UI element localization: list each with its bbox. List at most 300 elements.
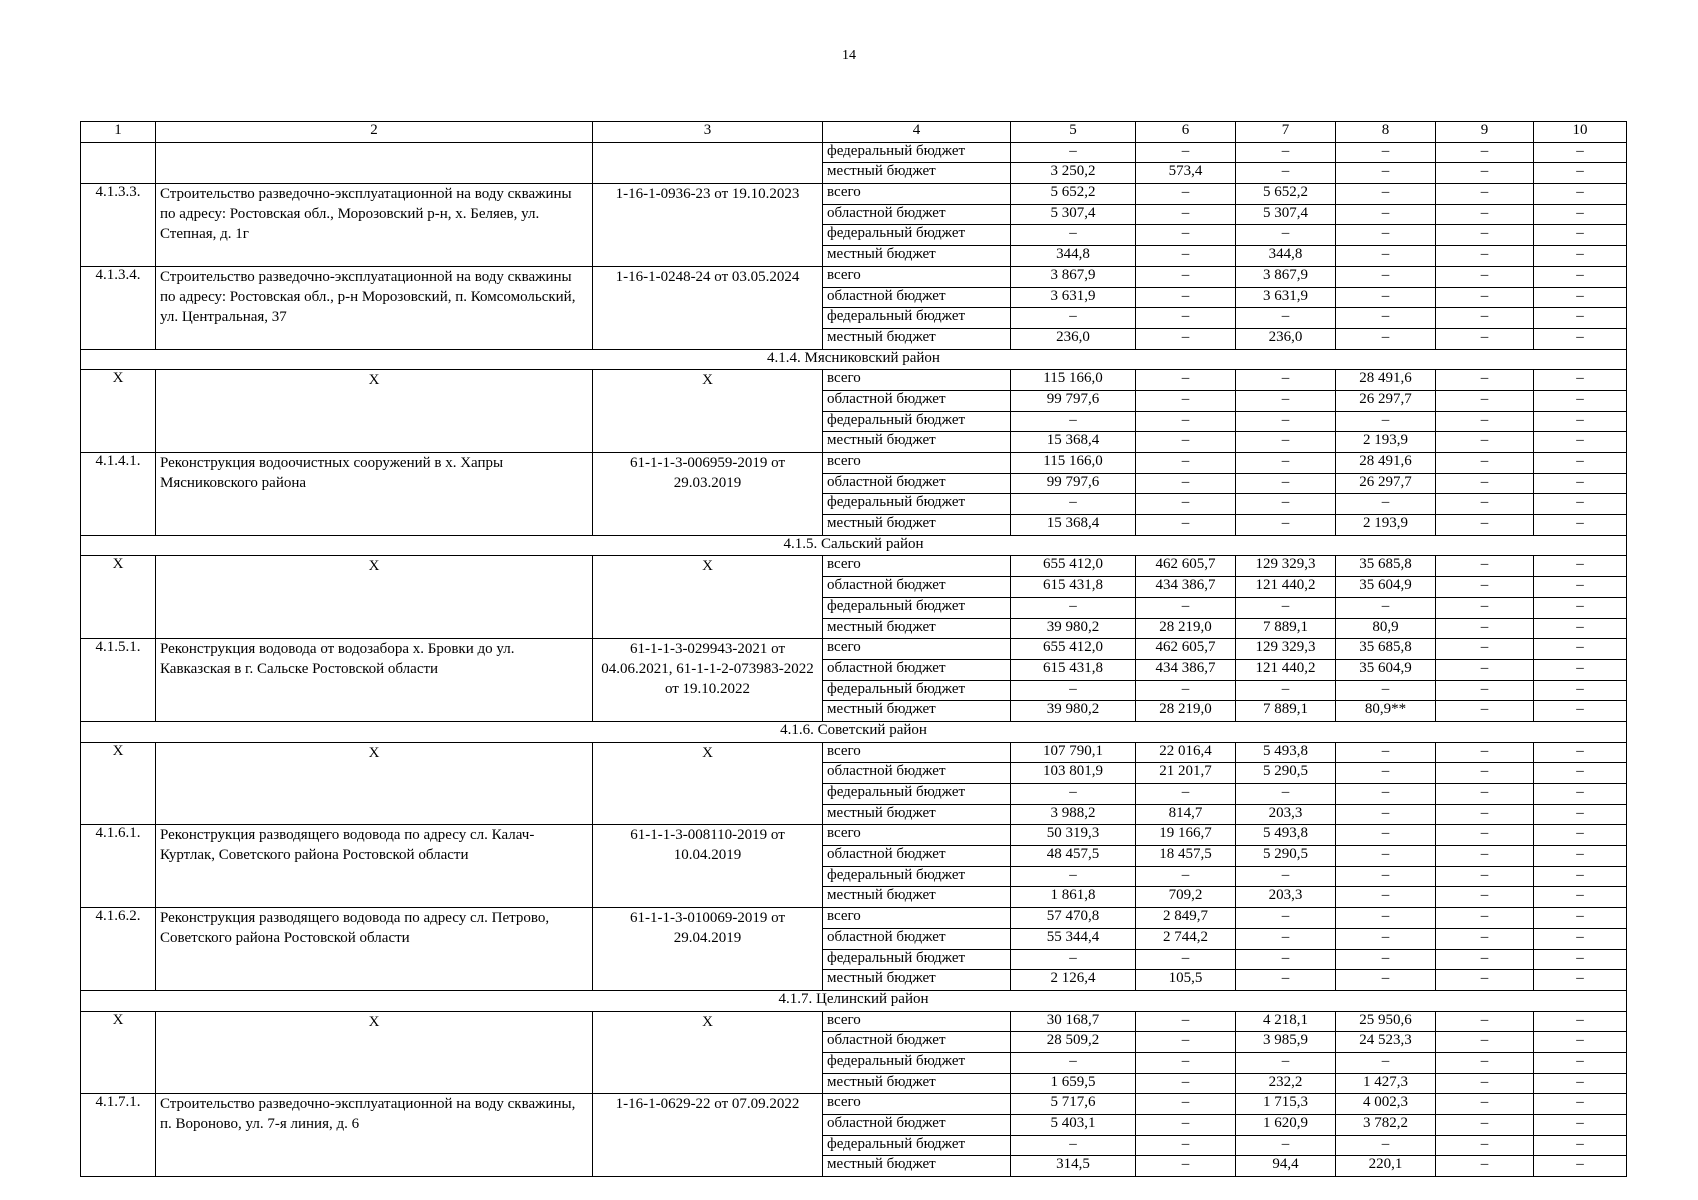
item-code: 4.1.5.1. xyxy=(81,639,156,722)
column-header: 7 xyxy=(1236,122,1336,143)
funding-source: местный бюджет xyxy=(823,515,1011,536)
amount-cell: 3 867,9 xyxy=(1011,266,1136,287)
amount-cell: 434 386,7 xyxy=(1136,577,1236,598)
amount-cell: – xyxy=(1236,308,1336,329)
amount-cell: – xyxy=(1436,949,1534,970)
amount-cell: – xyxy=(1136,866,1236,887)
amount-cell: – xyxy=(1236,453,1336,474)
funding-source: федеральный бюджет xyxy=(823,1052,1011,1073)
funding-source: местный бюджет xyxy=(823,701,1011,722)
amount-cell: 28 219,0 xyxy=(1136,618,1236,639)
amount-cell: 28 219,0 xyxy=(1136,701,1236,722)
amount-cell: – xyxy=(1336,866,1436,887)
amount-cell: – xyxy=(1436,411,1534,432)
amount-cell: – xyxy=(1436,225,1534,246)
amount-cell: – xyxy=(1236,970,1336,991)
amount-cell: – xyxy=(1436,266,1534,287)
amount-cell: 5 652,2 xyxy=(1236,184,1336,205)
page-number: 14 xyxy=(842,48,856,63)
amount-cell: – xyxy=(1236,411,1336,432)
amount-cell: – xyxy=(1336,287,1436,308)
amount-cell: – xyxy=(1534,142,1627,163)
amount-cell: – xyxy=(1436,928,1534,949)
amount-cell: 2 193,9 xyxy=(1336,515,1436,536)
amount-cell: – xyxy=(1436,204,1534,225)
amount-cell: – xyxy=(1534,1094,1627,1115)
amount-cell: – xyxy=(1336,825,1436,846)
amount-cell: – xyxy=(1534,266,1627,287)
amount-cell: – xyxy=(1336,184,1436,205)
amount-cell: – xyxy=(1436,763,1534,784)
amount-cell: – xyxy=(1136,287,1236,308)
item-registration: Х xyxy=(593,1011,823,1094)
funding-source: местный бюджет xyxy=(823,970,1011,991)
item-registration: 1-16-1-0248-24 от 03.05.2024 xyxy=(593,266,823,349)
amount-cell: 24 523,3 xyxy=(1336,1032,1436,1053)
amount-cell: 1 427,3 xyxy=(1336,1073,1436,1094)
amount-cell: – xyxy=(1534,1011,1627,1032)
funding-source: местный бюджет xyxy=(823,618,1011,639)
amount-cell: – xyxy=(1534,680,1627,701)
amount-cell: – xyxy=(1336,887,1436,908)
amount-cell: – xyxy=(1136,473,1236,494)
amount-cell: 3 985,9 xyxy=(1236,1032,1336,1053)
item-code: 4.1.3.4. xyxy=(81,266,156,349)
funding-source: всего xyxy=(823,825,1011,846)
funding-source: областной бюджет xyxy=(823,577,1011,598)
amount-cell: – xyxy=(1336,949,1436,970)
amount-cell: – xyxy=(1336,804,1436,825)
amount-cell: 26 297,7 xyxy=(1336,390,1436,411)
amount-cell: – xyxy=(1136,1052,1236,1073)
amount-cell: 344,8 xyxy=(1011,246,1136,267)
amount-cell: – xyxy=(1436,597,1534,618)
amount-cell: – xyxy=(1136,246,1236,267)
amount-cell: – xyxy=(1534,825,1627,846)
amount-cell: – xyxy=(1534,784,1627,805)
item-name: Реконструкция водоочистных сооружений в х. Хапры Мясниковского района xyxy=(156,453,593,536)
amount-cell: – xyxy=(1136,1135,1236,1156)
item-registration: 1-16-1-0936-23 от 19.10.2023 xyxy=(593,184,823,267)
amount-cell: 462 605,7 xyxy=(1136,639,1236,660)
amount-cell: – xyxy=(1534,246,1627,267)
funding-source: всего xyxy=(823,556,1011,577)
amount-cell: – xyxy=(1436,163,1534,184)
item-registration: Х xyxy=(593,556,823,639)
item-name: Х xyxy=(156,742,593,825)
amount-cell: 50 319,3 xyxy=(1011,825,1136,846)
amount-cell: – xyxy=(1534,390,1627,411)
section-title: 4.1.4. Мясниковский район xyxy=(81,349,1627,370)
amount-cell: – xyxy=(1436,1073,1534,1094)
amount-cell: – xyxy=(1136,1115,1236,1136)
amount-cell: – xyxy=(1534,659,1627,680)
amount-cell: 314,5 xyxy=(1011,1156,1136,1177)
amount-cell: – xyxy=(1011,680,1136,701)
amount-cell: 1 861,8 xyxy=(1011,887,1136,908)
amount-cell: – xyxy=(1236,370,1336,391)
funding-source: всего xyxy=(823,639,1011,660)
funding-source: всего xyxy=(823,1011,1011,1032)
section-row xyxy=(81,535,1627,556)
item-name: Реконструкция разводящего водовода по адресу сл. Калач-Куртлак, Советского района Ростовской области xyxy=(156,825,593,908)
amount-cell: – xyxy=(1011,866,1136,887)
amount-cell: – xyxy=(1436,908,1534,929)
amount-cell: 4 218,1 xyxy=(1236,1011,1336,1032)
funding-source: местный бюджет xyxy=(823,246,1011,267)
amount-cell: – xyxy=(1236,908,1336,929)
amount-cell: – xyxy=(1436,784,1534,805)
amount-cell: 5 493,8 xyxy=(1236,825,1336,846)
amount-cell: 655 412,0 xyxy=(1011,639,1136,660)
amount-cell: – xyxy=(1336,680,1436,701)
amount-cell: – xyxy=(1534,1032,1627,1053)
amount-cell: 25 950,6 xyxy=(1336,1011,1436,1032)
funding-source: местный бюджет xyxy=(823,1156,1011,1177)
amount-cell: 129 329,3 xyxy=(1236,639,1336,660)
amount-cell: – xyxy=(1436,432,1534,453)
amount-cell: 15 368,4 xyxy=(1011,432,1136,453)
amount-cell: 99 797,6 xyxy=(1011,473,1136,494)
amount-cell: – xyxy=(1534,1073,1627,1094)
amount-cell: – xyxy=(1236,432,1336,453)
amount-cell: – xyxy=(1436,866,1534,887)
amount-cell: – xyxy=(1534,763,1627,784)
amount-cell: 236,0 xyxy=(1236,328,1336,349)
funding-source: областной бюджет xyxy=(823,763,1011,784)
funding-source: федеральный бюджет xyxy=(823,225,1011,246)
amount-cell: 2 849,7 xyxy=(1136,908,1236,929)
amount-cell: – xyxy=(1011,1135,1136,1156)
table-row xyxy=(81,639,1627,660)
amount-cell: – xyxy=(1436,887,1534,908)
amount-cell: – xyxy=(1534,866,1627,887)
item-code: Х xyxy=(81,1011,156,1094)
amount-cell: 80,9** xyxy=(1336,701,1436,722)
funding-source: областной бюджет xyxy=(823,1032,1011,1053)
funding-source: федеральный бюджет xyxy=(823,142,1011,163)
item-registration: 1-16-1-0629-22 от 07.09.2022 xyxy=(593,1094,823,1177)
amount-cell: 19 166,7 xyxy=(1136,825,1236,846)
funding-source: федеральный бюджет xyxy=(823,411,1011,432)
column-header: 4 xyxy=(823,122,1011,143)
amount-cell: 434 386,7 xyxy=(1136,659,1236,680)
table-row xyxy=(81,370,1627,391)
amount-cell: 55 344,4 xyxy=(1011,928,1136,949)
amount-cell: – xyxy=(1534,1115,1627,1136)
amount-cell: 344,8 xyxy=(1236,246,1336,267)
item-code: Х xyxy=(81,370,156,453)
funding-source: областной бюджет xyxy=(823,928,1011,949)
funding-source: местный бюджет xyxy=(823,1073,1011,1094)
amount-cell: – xyxy=(1534,949,1627,970)
amount-cell: 115 166,0 xyxy=(1011,453,1136,474)
funding-source: всего xyxy=(823,1094,1011,1115)
funding-source: федеральный бюджет xyxy=(823,949,1011,970)
funding-source: федеральный бюджет xyxy=(823,866,1011,887)
column-header: 3 xyxy=(593,122,823,143)
amount-cell: – xyxy=(1336,763,1436,784)
item-code: Х xyxy=(81,556,156,639)
amount-cell: – xyxy=(1136,784,1236,805)
section-row xyxy=(81,721,1627,742)
table-row xyxy=(81,742,1627,763)
amount-cell: – xyxy=(1436,390,1534,411)
amount-cell: 48 457,5 xyxy=(1011,846,1136,867)
item-name: Х xyxy=(156,1011,593,1094)
amount-cell: 4 002,3 xyxy=(1336,1094,1436,1115)
amount-cell: – xyxy=(1436,1094,1534,1115)
amount-cell: 115 166,0 xyxy=(1011,370,1136,391)
amount-cell: 709,2 xyxy=(1136,887,1236,908)
amount-cell: – xyxy=(1436,804,1534,825)
amount-cell: – xyxy=(1336,246,1436,267)
section-title: 4.1.6. Советский район xyxy=(81,721,1627,742)
amount-cell: – xyxy=(1136,266,1236,287)
amount-cell: – xyxy=(1336,928,1436,949)
amount-cell: – xyxy=(1136,494,1236,515)
amount-cell: – xyxy=(1436,659,1534,680)
funding-source: областной бюджет xyxy=(823,1115,1011,1136)
amount-cell: – xyxy=(1011,597,1136,618)
amount-cell: – xyxy=(1534,163,1627,184)
amount-cell: – xyxy=(1534,308,1627,329)
funding-source: местный бюджет xyxy=(823,328,1011,349)
amount-cell: – xyxy=(1336,308,1436,329)
item-code: 4.1.6.2. xyxy=(81,908,156,991)
amount-cell: – xyxy=(1534,908,1627,929)
amount-cell: – xyxy=(1436,639,1534,660)
amount-cell: 21 201,7 xyxy=(1136,763,1236,784)
amount-cell: 39 980,2 xyxy=(1011,701,1136,722)
item-code: 4.1.4.1. xyxy=(81,453,156,536)
amount-cell: – xyxy=(1336,266,1436,287)
funding-source: местный бюджет xyxy=(823,432,1011,453)
amount-cell: 99 797,6 xyxy=(1011,390,1136,411)
funding-source: федеральный бюджет xyxy=(823,494,1011,515)
amount-cell: 129 329,3 xyxy=(1236,556,1336,577)
amount-cell: – xyxy=(1136,390,1236,411)
amount-cell: – xyxy=(1236,866,1336,887)
amount-cell: 94,4 xyxy=(1236,1156,1336,1177)
amount-cell: 7 889,1 xyxy=(1236,618,1336,639)
amount-cell: 220,1 xyxy=(1336,1156,1436,1177)
amount-cell: – xyxy=(1236,163,1336,184)
amount-cell: – xyxy=(1236,928,1336,949)
amount-cell: 105,5 xyxy=(1136,970,1236,991)
item-name: Х xyxy=(156,370,593,453)
amount-cell: 814,7 xyxy=(1136,804,1236,825)
table-row xyxy=(81,825,1627,846)
amount-cell: 3 782,2 xyxy=(1336,1115,1436,1136)
amount-cell: 1 620,9 xyxy=(1236,1115,1336,1136)
amount-cell: 80,9 xyxy=(1336,618,1436,639)
amount-cell: 57 470,8 xyxy=(1011,908,1136,929)
funding-source: областной бюджет xyxy=(823,659,1011,680)
amount-cell: 573,4 xyxy=(1136,163,1236,184)
amount-cell: – xyxy=(1236,494,1336,515)
amount-cell: – xyxy=(1336,597,1436,618)
item-code: 4.1.3.3. xyxy=(81,184,156,267)
amount-cell: – xyxy=(1136,204,1236,225)
amount-cell: – xyxy=(1236,390,1336,411)
table-row xyxy=(81,453,1627,474)
amount-cell: – xyxy=(1534,597,1627,618)
item-code: 4.1.6.1. xyxy=(81,825,156,908)
amount-cell: – xyxy=(1534,494,1627,515)
amount-cell: – xyxy=(1336,1052,1436,1073)
amount-cell: – xyxy=(1136,680,1236,701)
amount-cell: – xyxy=(1136,949,1236,970)
column-header: 2 xyxy=(156,122,593,143)
amount-cell: 3 250,2 xyxy=(1011,163,1136,184)
amount-cell: – xyxy=(1011,949,1136,970)
amount-cell: 28 491,6 xyxy=(1336,370,1436,391)
amount-cell: – xyxy=(1436,1135,1534,1156)
amount-cell: – xyxy=(1136,1094,1236,1115)
amount-cell: – xyxy=(1534,970,1627,991)
amount-cell: – xyxy=(1336,204,1436,225)
amount-cell: – xyxy=(1136,1032,1236,1053)
amount-cell: – xyxy=(1136,308,1236,329)
amount-cell: – xyxy=(1436,846,1534,867)
amount-cell: – xyxy=(1436,308,1534,329)
amount-cell: – xyxy=(1534,928,1627,949)
amount-cell: 121 440,2 xyxy=(1236,659,1336,680)
amount-cell: – xyxy=(1534,639,1627,660)
amount-cell: 2 193,9 xyxy=(1336,432,1436,453)
item-name: Реконструкция разводящего водовода по адресу сл. Петрово, Советского района Ростовской области xyxy=(156,908,593,991)
amount-cell: – xyxy=(1011,1052,1136,1073)
table-row xyxy=(81,1011,1627,1032)
amount-cell: – xyxy=(1336,846,1436,867)
amount-cell: – xyxy=(1136,1073,1236,1094)
funding-source: федеральный бюджет xyxy=(823,680,1011,701)
amount-cell: – xyxy=(1236,784,1336,805)
amount-cell: 35 604,9 xyxy=(1336,659,1436,680)
amount-cell: 462 605,7 xyxy=(1136,556,1236,577)
amount-cell: – xyxy=(1136,1156,1236,1177)
item-name: Х xyxy=(156,556,593,639)
column-header: 6 xyxy=(1136,122,1236,143)
amount-cell: – xyxy=(1534,432,1627,453)
amount-cell: 22 016,4 xyxy=(1136,742,1236,763)
amount-cell: – xyxy=(1534,846,1627,867)
amount-cell: – xyxy=(1011,225,1136,246)
item-name: Строительство разведочно-эксплуатационной на воду скважины по адресу: Ростовская обл., Морозовский р-н, х. Беляев, ул. Степная, д. 1г xyxy=(156,184,593,267)
amount-cell: 5 493,8 xyxy=(1236,742,1336,763)
amount-cell: – xyxy=(1436,184,1534,205)
amount-cell: – xyxy=(1136,370,1236,391)
table-row xyxy=(81,1094,1627,1115)
amount-cell: – xyxy=(1436,556,1534,577)
amount-cell: – xyxy=(1534,370,1627,391)
amount-cell: 3 631,9 xyxy=(1236,287,1336,308)
amount-cell: – xyxy=(1336,970,1436,991)
amount-cell: – xyxy=(1436,142,1534,163)
amount-cell: 2 744,2 xyxy=(1136,928,1236,949)
amount-cell: – xyxy=(1534,887,1627,908)
amount-cell: – xyxy=(1534,225,1627,246)
amount-cell: – xyxy=(1236,597,1336,618)
amount-cell: – xyxy=(1436,328,1534,349)
amount-cell: – xyxy=(1136,597,1236,618)
amount-cell: 30 168,7 xyxy=(1011,1011,1136,1032)
amount-cell: – xyxy=(1236,473,1336,494)
amount-cell: 5 717,6 xyxy=(1011,1094,1136,1115)
amount-cell: – xyxy=(1436,287,1534,308)
column-header: 10 xyxy=(1534,122,1627,143)
amount-cell: – xyxy=(1336,908,1436,929)
amount-cell: – xyxy=(1136,432,1236,453)
item-registration: Х xyxy=(593,370,823,453)
amount-cell: 232,2 xyxy=(1236,1073,1336,1094)
funding-source: местный бюджет xyxy=(823,163,1011,184)
amount-cell: – xyxy=(1436,618,1534,639)
amount-cell: – xyxy=(1336,742,1436,763)
amount-cell: – xyxy=(1534,184,1627,205)
amount-cell: 39 980,2 xyxy=(1011,618,1136,639)
amount-cell: 1 659,5 xyxy=(1011,1073,1136,1094)
amount-cell: – xyxy=(1136,328,1236,349)
amount-cell: 1 715,3 xyxy=(1236,1094,1336,1115)
item-name: Строительство разведочно-эксплуатационной на воду скважины по адресу: Ростовская обл., р-н Морозовский, п. Комсомольский, ул. Центральная, 37 xyxy=(156,266,593,349)
amount-cell: – xyxy=(1011,308,1136,329)
amount-cell: – xyxy=(1336,225,1436,246)
amount-cell: – xyxy=(1534,618,1627,639)
funding-source: всего xyxy=(823,742,1011,763)
amount-cell: 3 631,9 xyxy=(1011,287,1136,308)
section-title: 4.1.5. Сальский район xyxy=(81,535,1627,556)
amount-cell: – xyxy=(1336,494,1436,515)
amount-cell: 107 790,1 xyxy=(1011,742,1136,763)
amount-cell: – xyxy=(1436,370,1534,391)
amount-cell: 121 440,2 xyxy=(1236,577,1336,598)
amount-cell: – xyxy=(1436,701,1534,722)
amount-cell: – xyxy=(1336,328,1436,349)
column-header: 1 xyxy=(81,122,156,143)
amount-cell: 28 491,6 xyxy=(1336,453,1436,474)
column-header: 9 xyxy=(1436,122,1534,143)
table-row xyxy=(81,556,1627,577)
amount-cell: 28 509,2 xyxy=(1011,1032,1136,1053)
amount-cell: 5 307,4 xyxy=(1011,204,1136,225)
amount-cell: 615 431,8 xyxy=(1011,659,1136,680)
amount-cell: – xyxy=(1136,411,1236,432)
amount-cell: – xyxy=(1136,142,1236,163)
table-row xyxy=(81,184,1627,205)
amount-cell: 655 412,0 xyxy=(1011,556,1136,577)
amount-cell: 5 290,5 xyxy=(1236,763,1336,784)
amount-cell: – xyxy=(1534,701,1627,722)
column-header: 8 xyxy=(1336,122,1436,143)
amount-cell: – xyxy=(1336,784,1436,805)
amount-cell: 35 685,8 xyxy=(1336,639,1436,660)
amount-cell: – xyxy=(1136,515,1236,536)
amount-cell: – xyxy=(1436,1032,1534,1053)
item-code: 4.1.7.1. xyxy=(81,1094,156,1177)
table-row xyxy=(81,142,1627,163)
amount-cell: – xyxy=(1011,494,1136,515)
amount-cell: 18 457,5 xyxy=(1136,846,1236,867)
amount-cell: – xyxy=(1136,225,1236,246)
amount-cell: – xyxy=(1534,411,1627,432)
amount-cell: – xyxy=(1534,328,1627,349)
amount-cell: – xyxy=(1534,1135,1627,1156)
amount-cell: – xyxy=(1534,556,1627,577)
section-title: 4.1.7. Целинский район xyxy=(81,990,1627,1011)
amount-cell: – xyxy=(1436,246,1534,267)
